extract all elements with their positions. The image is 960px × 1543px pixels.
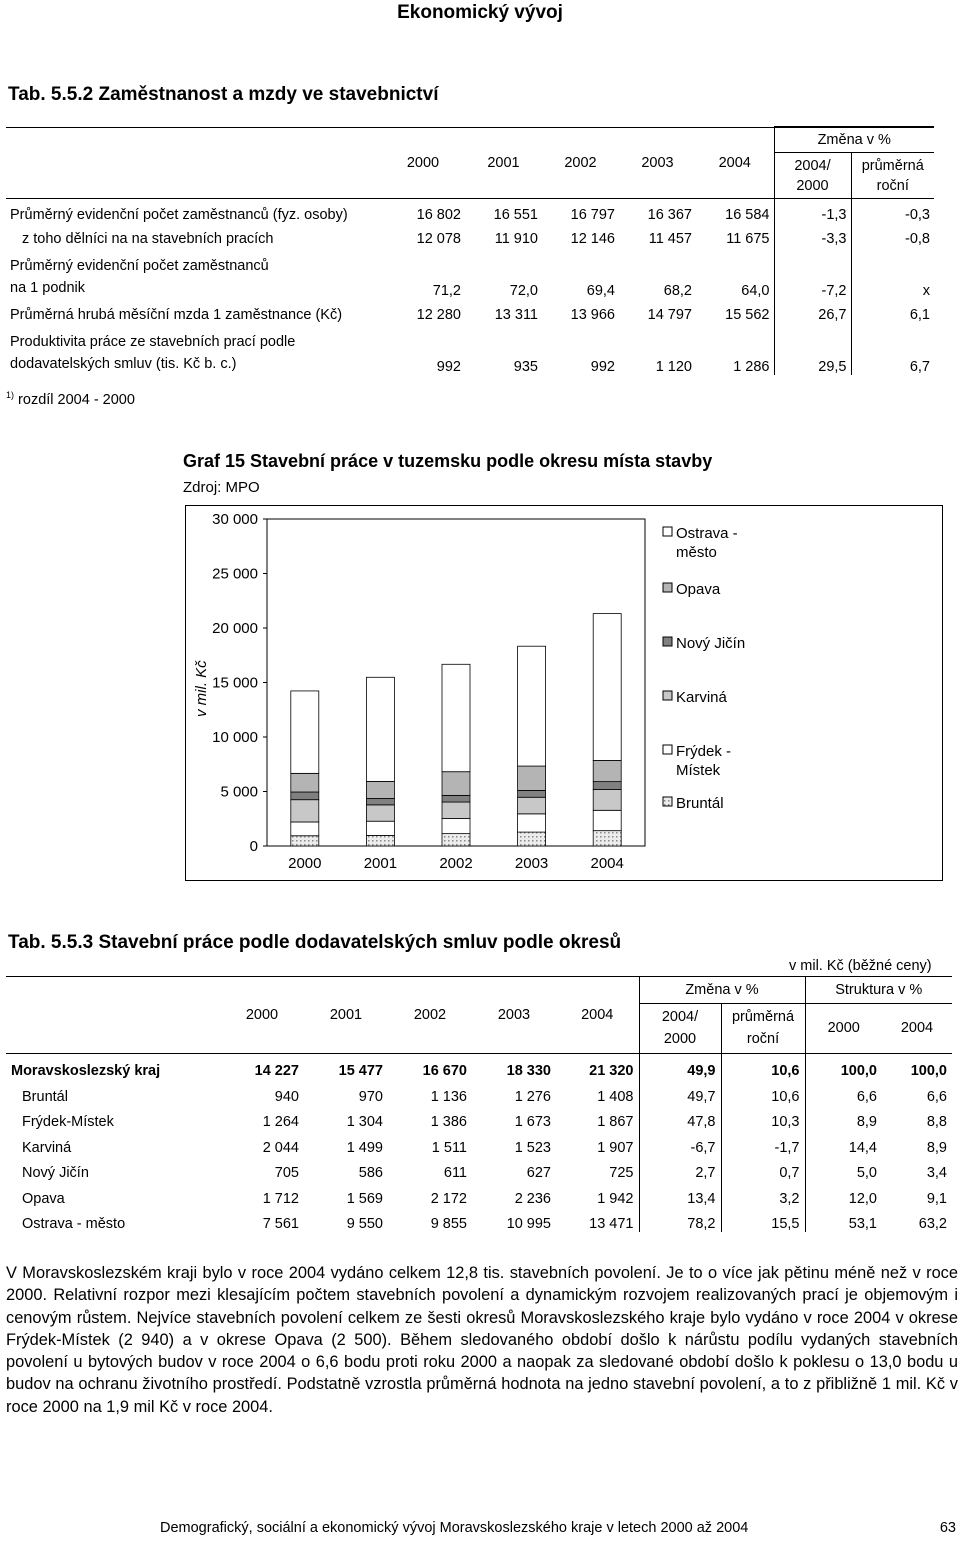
table-cell: 8,9: [926, 1139, 947, 1156]
table-cell: 16 367: [619, 199, 696, 224]
table-cell: 7 561: [262, 1216, 299, 1232]
table-row-label: Frýdek-Místek: [22, 1114, 114, 1130]
table-cell: 6,1: [909, 307, 930, 323]
page-number: 63: [939, 1520, 956, 1536]
table1-year-header: 2000: [381, 127, 465, 199]
table1-change-col-annual: průměrná roční: [861, 157, 924, 194]
table-cell: 18 330: [472, 1053, 556, 1079]
section-header: Ekonomický vývoj: [397, 2, 563, 23]
table-cell: 100,0: [805, 1053, 882, 1079]
table2-structure-col: 2000: [827, 1020, 860, 1036]
chart-title: Graf 15 Stavební práce v tuzemsku podle okresu místa stavby: [183, 451, 713, 471]
table-cell: 5,0: [856, 1165, 877, 1181]
table-cell: 13,4: [639, 1181, 721, 1207]
chart-frame: [185, 505, 943, 881]
table-cell: 1 523: [514, 1139, 551, 1156]
y-tick-label: 0: [249, 838, 258, 855]
table-cell: 14 227: [220, 1053, 304, 1079]
y-tick-label: 25 000: [212, 565, 258, 583]
table-cell: 72,0: [509, 283, 538, 299]
table-cell: -1,3: [774, 199, 851, 224]
table-cell: 49,9: [639, 1053, 721, 1079]
table-cell: 1 712: [262, 1190, 299, 1207]
table-cell: 10,3: [721, 1105, 805, 1131]
table-cell: 21 320: [556, 1053, 639, 1079]
table-cell: 68,2: [663, 283, 692, 299]
y-tick-label: 15 000: [212, 674, 258, 692]
legend-label: Opava: [676, 581, 721, 598]
table1-year-header: 2003: [619, 127, 696, 199]
table-cell: -6,7: [639, 1130, 721, 1156]
x-tick-label: 2002: [439, 855, 473, 872]
y-axis-label: v mil. Kč: [193, 660, 210, 717]
table-row: [6, 1156, 952, 1182]
table-cell: 1 386: [430, 1114, 467, 1130]
legend-label: Frýdek -: [676, 743, 732, 760]
table-cell: 11 675: [696, 223, 774, 247]
table-cell: 940: [274, 1088, 299, 1105]
table-cell: 10 995: [506, 1216, 551, 1232]
table2-structure-header: Struktura v %: [805, 977, 952, 1004]
table-cell: 63,2: [918, 1216, 947, 1232]
table-cell: 1 673: [514, 1114, 551, 1130]
construction-districts-table: [6, 976, 952, 1232]
table-cell: 64,0: [696, 247, 774, 299]
table-row: [6, 1207, 952, 1233]
x-tick-label: 2003: [514, 855, 549, 872]
table-cell: 1 304: [346, 1114, 383, 1130]
table-cell: 1 569: [346, 1190, 383, 1207]
table-cell: 9 855: [430, 1216, 467, 1232]
table-cell: 970: [358, 1088, 383, 1105]
table-row-label: Ostrava - město: [22, 1216, 126, 1232]
table-cell: 1 286: [696, 323, 774, 375]
table-cell: 12 078: [416, 231, 461, 247]
table-cell: 9,1: [926, 1190, 947, 1207]
table-cell: 47,8: [639, 1105, 721, 1131]
table-cell: 1 907: [556, 1130, 639, 1156]
table-row: [6, 1130, 952, 1156]
legend-label: Místek: [676, 762, 721, 779]
body-paragraph: V Moravskoslezském kraji bylo v roce 2004 vydáno celkem 12,8 tis. stavebních povolení. Je to o více jak pětinu méně než v roce 2000. Relativní rozpor mezi klesajícím počtem stavebních povolení a dynamickým rozvojem realizovaných prací je objemovým i cenovým růstem. Nejvíce stavebních povolení celkem ze šesti okresů Moravskoslezského kraje bylo vydáno v roce 2004 v okrese Frýdek-Místek (2 940) a v okrese Opava (2 500). Během sledovaného období došlo k nárůstu podílu vydaných stavebních povolení u bytových budov v roce 2004 o 6,6 bodu proti roku 2000 a naopak za sledované období došlo k poklesu o 13,0 bodu u budov na ochranu životního prostředí. Podstatně vzrostla průměrná hodnota na jedno stavební povolení, a to z přibližně 1 mil. Kč v roce 2000 na 1,9 mil Kč v roce 2004.: [6, 1264, 958, 1416]
table-cell: 78,2: [639, 1207, 721, 1233]
table-cell: 1 408: [556, 1079, 639, 1105]
y-tick-label: 10 000: [212, 729, 258, 746]
table-cell: 15 562: [696, 299, 774, 323]
table-cell: 14 797: [647, 307, 692, 323]
chart-source: Zdroj: MPO: [183, 479, 260, 496]
table-cell: 2,7: [639, 1156, 721, 1182]
table-cell: 16 670: [388, 1053, 472, 1079]
page-footer: [160, 1520, 956, 1536]
table1-title: Tab. 5.5.2 Zaměstnanost a mzdy ve stavebnictví: [8, 84, 439, 105]
y-tick-label: 5 000: [220, 783, 258, 801]
table2-title: Tab. 5.5.3 Stavební práce podle dodavatelských smluv podle okresů: [8, 932, 622, 953]
table-cell: 3,4: [926, 1165, 947, 1181]
table-cell: -0,3: [851, 199, 934, 224]
table-cell: 69,4: [586, 283, 615, 299]
table-row-label: Nový Jičín: [22, 1165, 89, 1181]
table-cell: 1 942: [556, 1181, 639, 1207]
table-cell: 1 499: [346, 1139, 383, 1156]
table-row-label: z toho dělníci na na stavebních pracích: [22, 231, 274, 247]
table-cell: -7,2: [774, 247, 851, 299]
table-row-label: Průměrná hrubá měsíční mzda 1 zaměstnance (Kč): [10, 307, 343, 323]
table2-year-header: 2003: [472, 977, 556, 1054]
table1-change-col-2004-2000: 2004/ 2000: [774, 153, 851, 199]
table-cell: 1 276: [514, 1088, 551, 1105]
table-cell: x: [922, 283, 930, 299]
x-tick-label: 2004: [590, 855, 624, 872]
table2-year-header: 2004: [556, 977, 639, 1054]
y-tick-label: 20 000: [212, 620, 258, 637]
legend-label: město: [676, 544, 717, 561]
x-tick-label: 2000: [288, 855, 322, 872]
table-cell: 8,8: [926, 1114, 947, 1130]
legend-label: Bruntál: [676, 795, 724, 812]
table-cell: -1,7: [721, 1130, 805, 1156]
table2-change-header: Změna v %: [639, 977, 805, 1004]
table-cell: 13 966: [570, 307, 615, 323]
table-cell: 6,6: [856, 1088, 877, 1105]
table2-year-header: 2002: [388, 977, 472, 1054]
table-cell: -0,8: [905, 231, 930, 247]
table-cell: 705: [274, 1165, 299, 1181]
table-cell: 992: [590, 359, 615, 375]
table1-change-header: Změna v %: [774, 127, 934, 153]
table-row-label: Bruntál: [22, 1088, 68, 1105]
table2-structure-col: 2004: [900, 1020, 934, 1036]
table-cell: 16 797: [542, 199, 619, 224]
table-cell: 13 311: [494, 307, 538, 323]
table-cell: 10,6: [721, 1079, 805, 1105]
table-cell: 12 146: [570, 231, 615, 247]
table-cell: 15 477: [304, 1053, 388, 1079]
table-cell: 1 136: [430, 1088, 467, 1105]
table-cell: 1 511: [431, 1139, 467, 1156]
table-cell: 1 264: [262, 1114, 299, 1130]
table-cell: 1 120: [655, 359, 692, 375]
table-cell: 8,9: [856, 1114, 877, 1130]
table-cell: 11 910: [494, 231, 538, 247]
table-row: [6, 1105, 952, 1131]
legend-label: Nový Jičín: [676, 635, 746, 652]
table1-footnote: $^{1)}$ rozdíl 2004 - 2000: [6, 390, 135, 408]
table-row: [6, 1053, 952, 1079]
table-row-label: Průměrný evidenční počet zaměstnanců (fyz. osoby): [6, 199, 381, 224]
table-cell: 12,0: [848, 1190, 877, 1207]
legend-label: Karviná: [676, 689, 727, 706]
table-cell: 2 236: [514, 1190, 551, 1207]
table-cell: 6,7: [909, 359, 930, 375]
footer-text: Demografický, sociální a ekonomický vývoj Moravskoslezského kraje v letech 2000 až 2004: [160, 1520, 749, 1536]
table-cell: 16 584: [696, 199, 774, 224]
table-cell: 935: [513, 359, 538, 375]
table-row: [6, 1079, 952, 1105]
table-cell: 3,2: [721, 1181, 805, 1207]
table2-unit: v mil. Kč (běžné ceny): [789, 958, 932, 974]
table-cell: 15,5: [721, 1207, 805, 1233]
table-cell: 71,2: [432, 283, 461, 299]
table-row-label: Produktivita práce ze stavebních prací podle dodavatelských smluv (tis. Kč b. c.): [10, 334, 296, 372]
employment-wages-table: [6, 126, 934, 375]
table2-change-col-annual: průměrná roční: [721, 1003, 805, 1053]
table2-year-header: 2001: [304, 977, 388, 1054]
table-cell: 586: [358, 1165, 383, 1181]
table-cell: 12 280: [416, 307, 461, 323]
table1-year-header: 2004: [696, 127, 774, 199]
table-row-label: Karviná: [22, 1139, 72, 1156]
table-cell: -3,3: [774, 223, 851, 247]
table-row: [6, 1181, 952, 1207]
table-cell: 100,0: [882, 1053, 952, 1079]
table-cell: 10,6: [721, 1053, 805, 1079]
table-row-label: Průměrný evidenční počet zaměstnanců na 1 podnik: [10, 258, 269, 296]
table-cell: 29,5: [774, 323, 851, 375]
table-cell: 2 044: [262, 1139, 299, 1156]
table-row-label: Moravskoslezský kraj: [6, 1053, 220, 1079]
table-cell: 6,6: [926, 1088, 947, 1105]
table-cell: 627: [526, 1165, 551, 1181]
table-cell: 725: [556, 1156, 639, 1182]
table-cell: 611: [443, 1165, 467, 1181]
table-cell: 11 457: [648, 231, 692, 247]
table-cell: 49,7: [639, 1079, 721, 1105]
table-cell: 53,1: [848, 1216, 877, 1232]
y-tick-label: 30 000: [212, 511, 258, 528]
legend-label: Ostrava -: [676, 525, 738, 542]
table-cell: 2 172: [430, 1190, 467, 1207]
table1-year-header: 2001: [465, 127, 542, 199]
table-cell: 992: [436, 359, 461, 375]
table-cell: 16 551: [465, 199, 542, 224]
table2-year-header: 2000: [220, 977, 304, 1054]
table-cell: 14,4: [848, 1139, 877, 1156]
table-cell: 1 867: [556, 1105, 639, 1131]
table-cell: 16 802: [381, 199, 465, 224]
table-cell: 13 471: [556, 1207, 639, 1233]
table-cell: 0,7: [721, 1156, 805, 1182]
table-row-label: Opava: [22, 1190, 65, 1207]
table-cell: 9 550: [346, 1216, 383, 1232]
table2-change-col-2004-2000: 2004/ 2000: [639, 1003, 721, 1053]
x-tick-label: 2001: [363, 855, 398, 872]
table-cell: 26,7: [774, 299, 851, 323]
table1-year-header: 2002: [542, 127, 619, 199]
